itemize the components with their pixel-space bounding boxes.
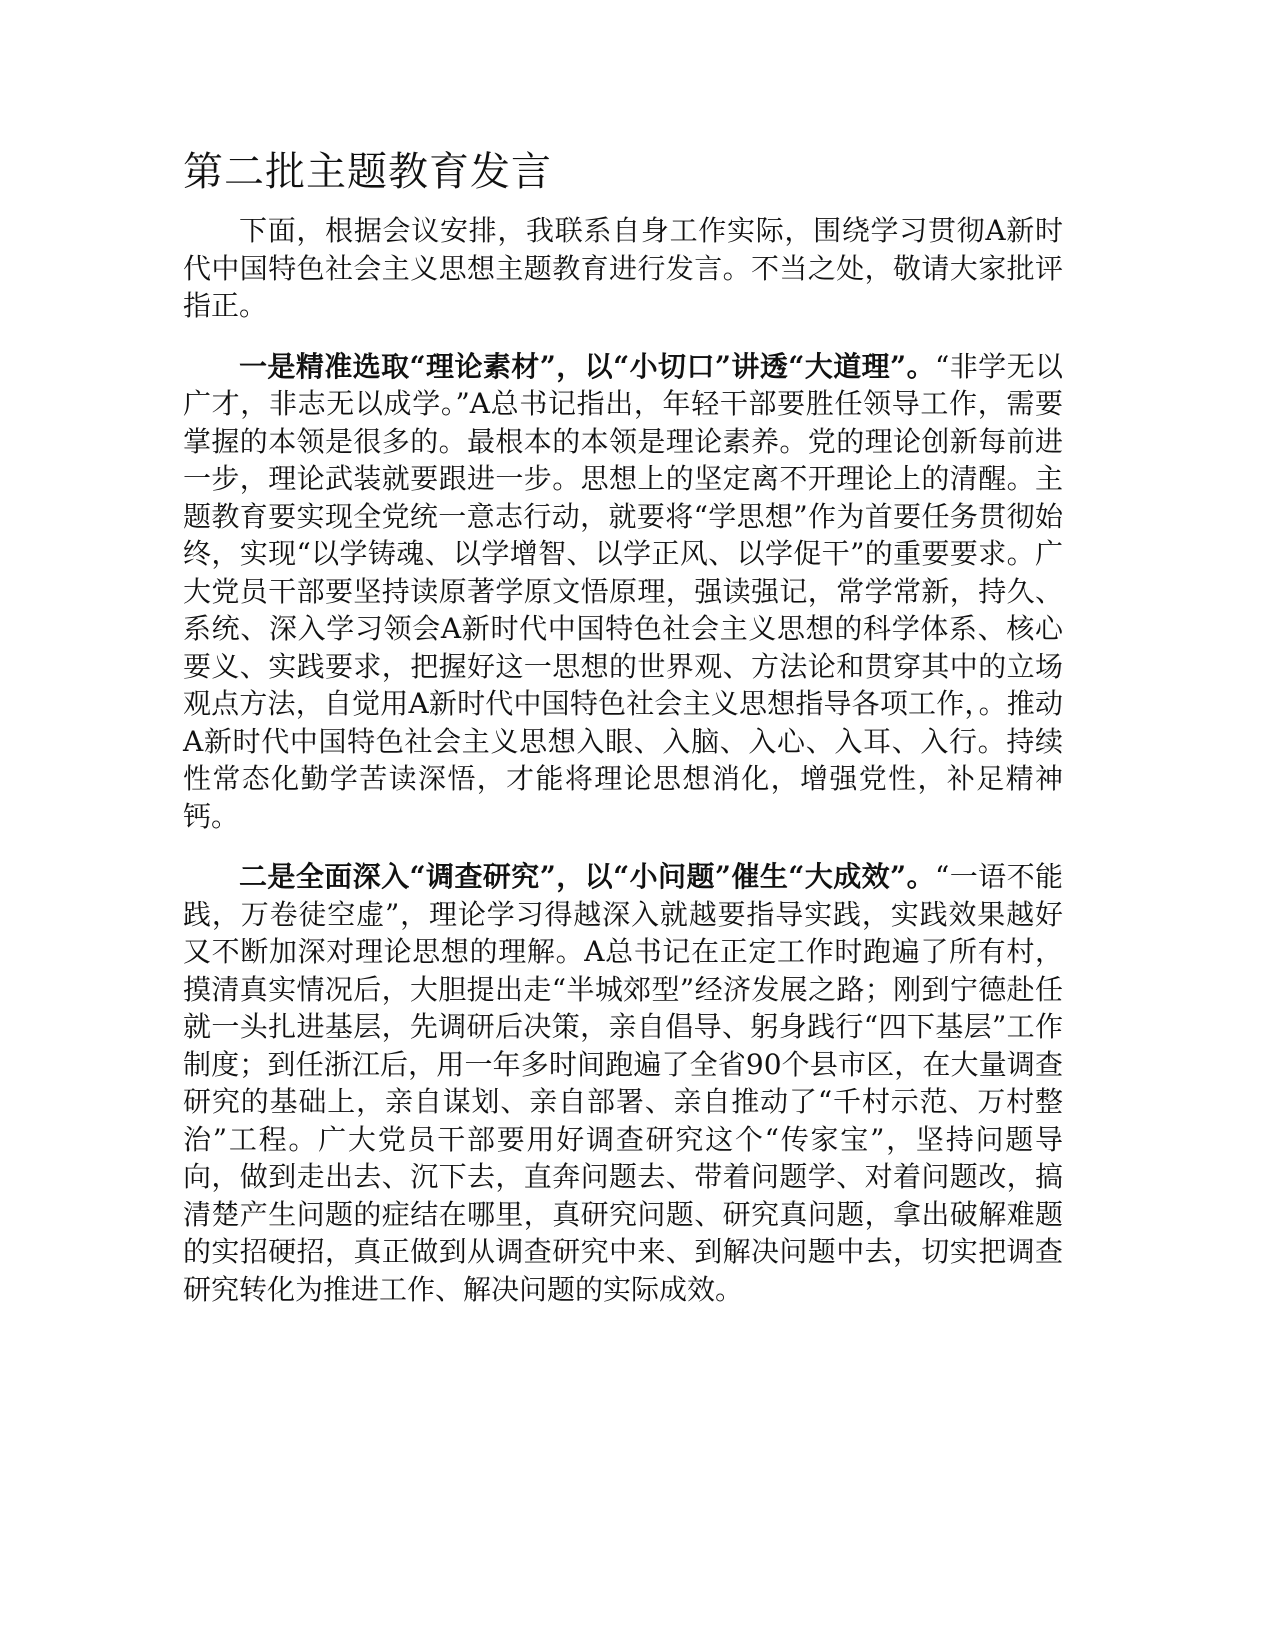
document-title: 第二批主题教育发言 [183,149,552,195]
section-paragraph-1 [183,348,1063,836]
section-body-2: “一语不能践，万卷徒空虚”，理论学习得越深入就越要指导实践，实践效果越好又不断加深对理论思想的理解。A总书记在正定工作时跑遍了所有村，摸清真实情况后，大胆提出走“半城郊型”经济发展之路；刚到宁德赴任就一头扎进基层，先调研后决策，亲自倡导、躬身践行“四下基层”工作制度；到任浙江后，用一年多时间跑遍了全省90个县市区，在大量调查研究的基础上，亲自谋划、亲自部署、亲自推动了“千村示范、万村整治”工程。广大党员干部要用好调查研究这个“传家宝”，坚持问题导向，做到走出去、沉下去，直奔问题去、带着问题学、对着问题改，搞清楚产生问题的症结在哪里，真研究问题、研究真问题，拿出破解难题的实招硬招，真正做到从调查研究中来、到解决问题中去，切实把调查研究转化为推进工作、解决问题的实际成效。 [183,860,1063,1306]
document-body [183,212,1063,1331]
section-paragraph-2 [183,858,1063,1308]
section-heading-2: 二是全面深入“调查研究”，以“小问题”催生“大成效”。 [239,860,935,893]
section-heading-1: 一是精准选取“理论素材”，以“小切口”讲透“大道理”。 [239,349,935,383]
intro-paragraph: 下面，根据会议安排，我联系自身工作实际，围绕学习贯彻A新时代中国特色社会主义思想主题教育进行发言。不当之处，敬请大家批评指正。 [183,214,1063,322]
section-body-1: “非学无以广才，非志无以成学。”A总书记指出，年轻干部要胜任领导工作，需要掌握的本领是很多的。最根本的本领是理论素养。党的理论创新每前进一步，理论武装就要跟进一步。思想上的坚定离不开理论上的清醒。主题教育要实现全党统一意志行动，就要将“学思想”作为首要任务贯彻始终，实现“以学铸魂、以学增智、以学正风、以学促干”的重要要求。广大党员干部要坚持读原著学原文悟原理，强读强记，常学常新，持久、系统、深入学习领会A新时代中国特色社会主义思想的科学体系、核心要义、实践要求，把握好这一思想的世界观、方法论和贯穿其中的立场观点方法，自觉用A新时代中国特色社会主义思想指导各项工作，。推动A新时代中国特色社会主义思想入眼、入脑、入心、入耳、入行。持续性常态化勤学苦读深悟，才能将理论思想消化，增强党性，补足精神钙。 [183,349,1063,833]
